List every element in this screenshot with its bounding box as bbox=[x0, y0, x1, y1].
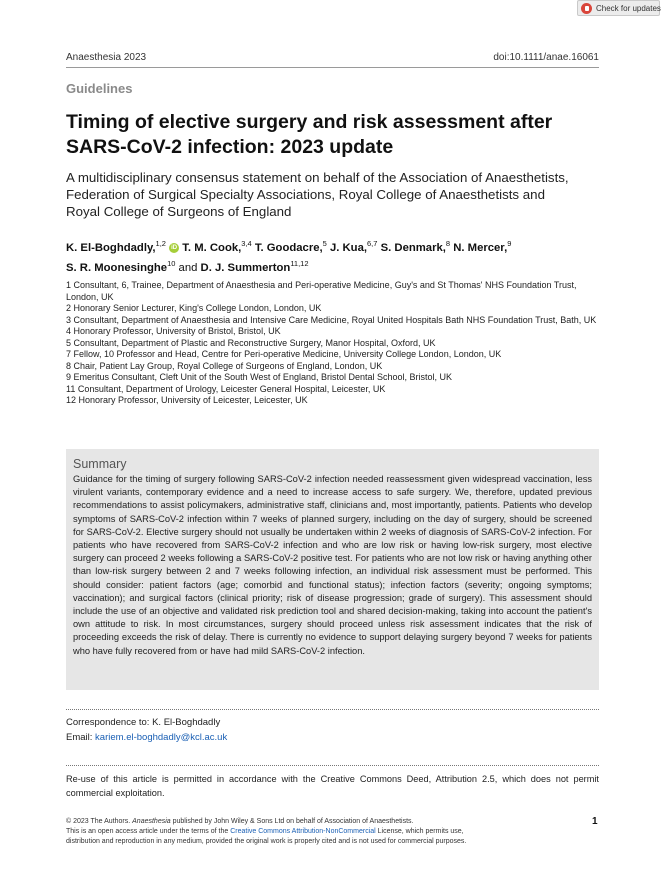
author-affiliation-ref: 5 bbox=[322, 239, 327, 248]
email-link[interactable]: kariem.el-boghdadly@kcl.ac.uk bbox=[95, 731, 228, 743]
license-prefix: This is an open access article under the terms of the bbox=[66, 828, 231, 835]
section-label: Guidelines bbox=[66, 81, 133, 96]
copyright-prefix: © 2023 The Authors. bbox=[66, 818, 133, 825]
author-name: S. R. Moonesinghe bbox=[66, 261, 168, 274]
article-title bbox=[66, 110, 586, 160]
email-label: Email: bbox=[66, 731, 96, 743]
affiliation-item: 1 Consultant, 6, Trainee, Department of Anaesthesia and Peri-operative Medicine, Guy's and St Thomas' NHS Foundation Trust, London, UK bbox=[66, 280, 577, 302]
correspondence-block bbox=[66, 716, 227, 745]
affiliation-item: 12 Honorary Professor, University of Leicester, Leicester, UK bbox=[66, 395, 308, 405]
check-for-updates-button[interactable] bbox=[577, 0, 660, 16]
article-subtitle bbox=[66, 169, 606, 220]
subtitle-line: Federation of Surgical Specialty Associations, Royal College of Anaesthetists and bbox=[66, 187, 545, 202]
dotted-divider bbox=[66, 709, 599, 710]
author-affiliation-ref: 10 bbox=[167, 258, 176, 268]
license-line bbox=[66, 827, 566, 837]
orcid-icon[interactable]: iD bbox=[171, 244, 178, 251]
license-link[interactable]: Creative Commons Attribution-NonCommercial bbox=[230, 828, 376, 835]
author-affiliation-ref: 8 bbox=[445, 239, 451, 248]
author-name: N. Mercer, bbox=[453, 241, 508, 254]
copyright-footer bbox=[66, 817, 566, 847]
author-name: S. Denmark, bbox=[380, 241, 446, 254]
author-affiliation-ref: 1,2 bbox=[155, 239, 166, 248]
affiliation-item: 4 Honorary Professor, University of Bristol, Bristol, UK bbox=[66, 326, 281, 336]
author-name: T. M. Cook, bbox=[182, 241, 242, 254]
license-line-3: distribution and reproduction in any medium, provided the original work is properly cited and is not used for commercial purposes. bbox=[66, 838, 467, 845]
subtitle-line: Royal College of Surgeons of England bbox=[66, 204, 292, 219]
author-affiliation-ref: 11,12 bbox=[290, 258, 309, 268]
author-name: D. J. Summerton bbox=[200, 261, 291, 274]
bookmark-icon bbox=[581, 3, 592, 14]
authors-conjunction: and bbox=[178, 261, 198, 274]
journal-name: Anaesthesia 2023 bbox=[66, 52, 147, 63]
subtitle-line: A multidisciplinary consensus statement on behalf of the Association of Anaesthetists, bbox=[66, 170, 569, 185]
copyright-suffix: published by John Wiley & Sons Ltd on behalf of Association of Anaesthetists. bbox=[170, 818, 414, 825]
author-affiliation-ref: 9 bbox=[507, 239, 512, 248]
license-suffix: License, which permits use, bbox=[375, 828, 464, 835]
author-affiliation-ref: 3,4 bbox=[241, 239, 252, 248]
author-list bbox=[66, 236, 599, 276]
affiliation-item: 5 Consultant, Department of Plastic and Reconstructive Surgery, Manor Hospital, Oxford, UK bbox=[66, 337, 436, 348]
affiliation-item: 9 Emeritus Consultant, Cleft Unit of the South West of England, Bristol Dental School, Bristol, UK bbox=[66, 372, 453, 382]
journal-italic: Anaesthesia bbox=[132, 818, 171, 825]
affiliation-item: 8 Chair, Patient Lay Group, Royal College of Surgeons of England, London, UK bbox=[66, 360, 383, 371]
correspondence-email-line bbox=[66, 731, 227, 746]
author-name: T. Goodacre, bbox=[254, 241, 323, 254]
affiliation-item: 11 Consultant, Department of Urology, Leicester General Hospital, Leicester, UK bbox=[66, 383, 386, 394]
title-line: Timing of elective surgery and risk assessment after bbox=[66, 111, 553, 133]
dotted-divider bbox=[66, 765, 599, 766]
copyright-line bbox=[66, 817, 566, 827]
correspondence-author: Correspondence to: K. El-Boghdadly bbox=[66, 717, 221, 728]
summary-box bbox=[66, 449, 599, 690]
affiliation-item: 7 Fellow, 10 Professor and Head, Centre for Peri-operative Medicine, University College London, London, UK bbox=[66, 349, 502, 359]
check-for-updates-label: Check for updates bbox=[596, 3, 661, 13]
affiliation-item: 2 Honorary Senior Lecturer, King's College London, London, UK bbox=[66, 303, 322, 313]
title-line: SARS-CoV-2 infection: 2023 update bbox=[66, 136, 394, 158]
author-name: J. Kua, bbox=[329, 241, 368, 254]
author-name: K. El-Boghdadly, bbox=[66, 241, 156, 254]
reuse-notice: Re-use of this article is permitted in accordance with the Creative Commons Deed, Attribution 2.5, which does not permit commercial exploitation. bbox=[66, 774, 599, 798]
summary-text: Guidance for the timing of surgery following SARS-CoV-2 infection needed reassessment given widespread vaccination, less virulent variants, contemporary evidence and a need to increase access to safe surgery. We, therefore, updated previous recommendations to assist policymakers, administrative staff, clinicians and, most importantly, patients. Patients who develop symptoms of SARS-CoV-2 infection within 7 weeks of planned surgery, including on the day of surgery, should be screened for SARS-CoV-2. Elective surgery should not usually be undertaken within 2 weeks of diagnosis of SARS-CoV-2 infection. For patients who have recovered from SARS-CoV-2 infection and who are low risk or having low-risk surgery, most elective surgery can proceed 2 weeks following a SARS-CoV-2 positive test. For patients who are not low risk or having anything other than low-risk surgery between 2 and 7 weeks following infection, an individual risk assessment must be performed. This should consider: patient factors (age; comorbid and functional status); infection factors (severity; ongoing symptoms; vaccination); and surgical factors (clinical priority; risk of disease progression; grade of surgery). This assessment should include the use of an objective and validated risk prediction tool and shared decision-making, taking into account the patient's own attitude to risk. In most circumstances, surgery should proceed unless risk assessment indicates that the risk of proceeding exceeds the risk of delay. There is currently no evidence to support delaying surgery beyond 7 weeks for patients who have fully recovered from or have had mild SARS-CoV-2 infection. bbox=[73, 474, 592, 656]
author-affiliation-ref: 6,7 bbox=[367, 239, 378, 248]
page-number: 1 bbox=[592, 816, 598, 827]
running-head bbox=[66, 52, 599, 63]
doi[interactable]: doi:10.1111/anae.16061 bbox=[493, 52, 599, 63]
summary-heading: Summary bbox=[73, 457, 127, 471]
affiliation-item: 3 Consultant, Department of Anaesthesia and Intensive Care Medicine, Royal United Hospitals Bath NHS Foundation Trust, Bath, UK bbox=[66, 314, 597, 325]
affiliation-list bbox=[66, 280, 601, 407]
header-divider bbox=[66, 67, 599, 68]
